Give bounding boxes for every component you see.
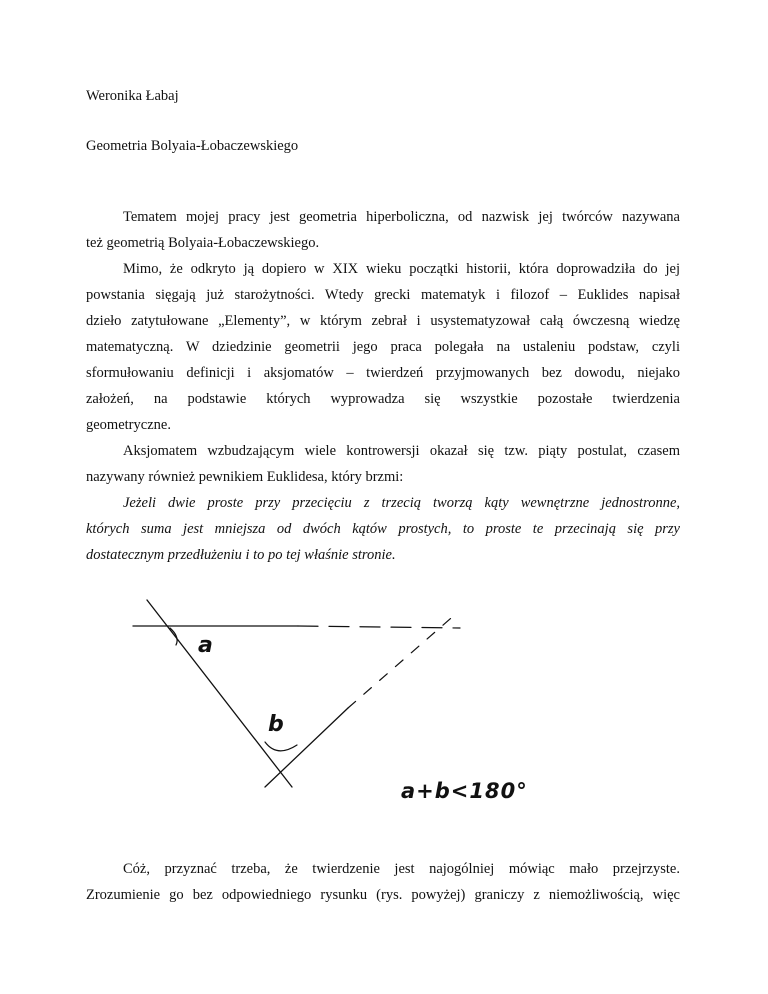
text-line: matematyczną. W dziedzinie geometrii jego praca polegała na ustaleniu podstaw, czyli: [86, 339, 680, 355]
text-line: sformułowaniu definicji i aksjomatów – twierdzeń przyjmowanych bez dowodu, niejako: [86, 365, 680, 381]
figure-top-line-dashed: [298, 626, 460, 628]
figure-label-b: b: [268, 712, 284, 737]
quote-line: których suma jest mniejsza od dwóch kątów prostych, to proste te przecinają się przy: [86, 521, 680, 537]
text-line: powstania sięgają już starożytności. Wtedy grecki matematyk i filozof – Euklides napisał: [86, 287, 680, 303]
text-line: Zrozumienie go bez odpowiedniego rysunku (rys. powyżej) graniczy z niemożliwością, więc: [86, 887, 680, 903]
text-line: nazywany również pewnikiem Euklidesa, który brzmi:: [86, 469, 404, 485]
text-line: Mimo, że odkryto ją dopiero w XIX wieku początki historii, która doprowadziła do jej: [123, 261, 680, 277]
text-line: założeń, na podstawie których wyprowadza się wszystkie pozostałe twierdzenia: [86, 391, 680, 407]
document-title: Geometria Bolyaia-Łobaczewskiego: [86, 138, 299, 154]
author-name: Weronika Łabaj: [86, 88, 179, 104]
text-line: Tematem mojej pracy jest geometria hiperboliczna, od nazwisk jej twórców nazywana: [123, 209, 680, 225]
quote-line: dostatecznym przedłużeniu i to po tej właśnie stronie.: [86, 547, 396, 563]
quote-line: Jeżeli dwie proste przy przecięciu z trzecią tworzą kąty wewnętrzne jednostronne,: [123, 495, 680, 511]
figure-label-a: a: [198, 633, 213, 658]
text-line: geometryczne.: [86, 417, 171, 433]
text-line: Cóż, przyznać trzeba, że twierdzenie jest najogólniej mówiąc mało przejrzyste.: [123, 861, 680, 877]
text-line: dzieło zatytułowane „Elementy”, w którym zebrał i usystematyzował całą ówczesną wiedzę: [86, 313, 680, 329]
text-line: Aksjomatem wzbudzającym wiele kontrowersji okazał się tzw. piąty postulat, czasem: [123, 443, 680, 459]
figure-transversal-line: [147, 600, 292, 787]
text-line: też geometrią Bolyaia-Łobaczewskiego.: [86, 235, 320, 251]
figure-angle-arc-b: [265, 742, 297, 751]
figure-formula: a+b<180°: [401, 779, 528, 803]
